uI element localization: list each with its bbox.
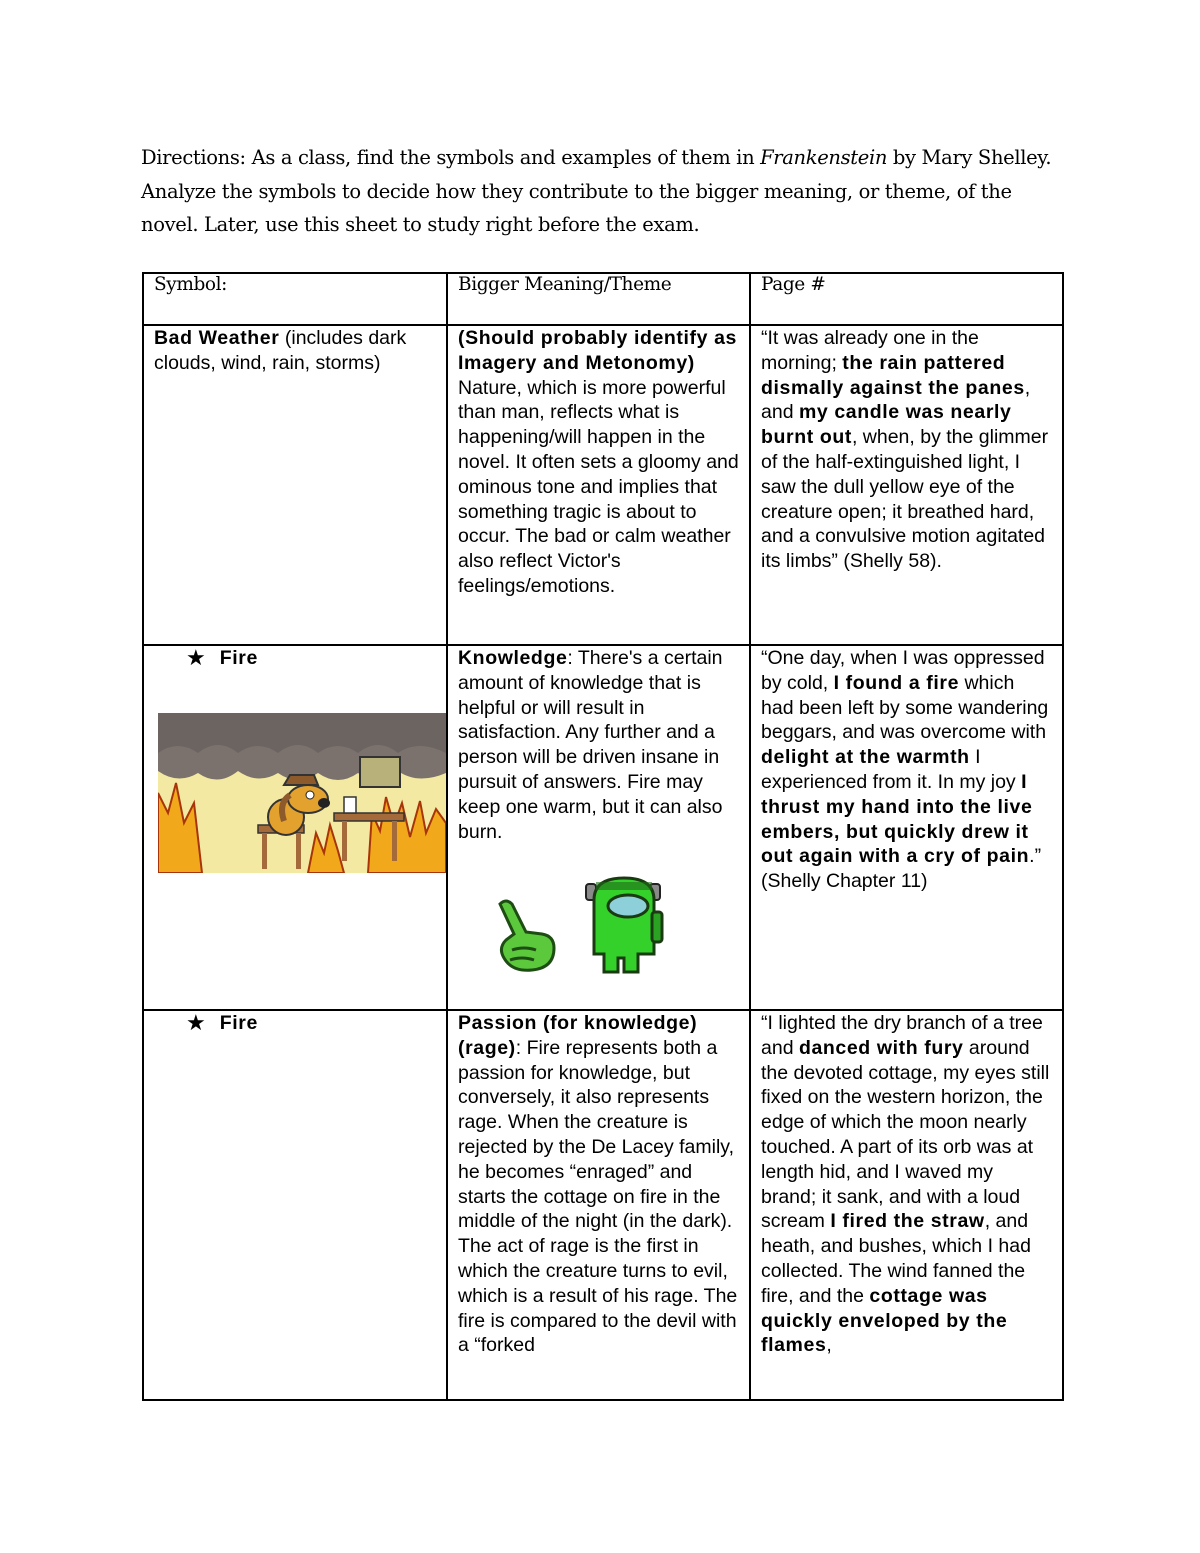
quote-run: .” (Shelly Chapter 11) [761, 845, 1042, 893]
header-meaning: Bigger Meaning/Theme [447, 273, 750, 325]
symbol-cell [143, 1010, 447, 1400]
header-symbol: Symbol: [143, 273, 447, 325]
quote-cell [750, 645, 1063, 1010]
directions-paragraph [141, 141, 1071, 242]
quote-emphasis: I fired the straw [830, 1210, 985, 1233]
star-icon: ★ [186, 1010, 206, 1036]
symbol-description: (includes dark clouds, wind, rain, storms) [154, 327, 407, 374]
sticker-group [492, 876, 739, 976]
meaning-cell [447, 325, 750, 645]
symbol-label [154, 1011, 436, 1036]
directions-text-start: Directions: As a class, find the symbols and examples of them in [141, 146, 761, 169]
star-icon: ★ [186, 645, 206, 671]
quote-run: , when, by the glimmer of the half-extinguished light, I saw the dull yellow eye of the creature open; it breathed hard, and a convulsive motion agitated its limbs” (Shelly 58). [761, 426, 1049, 573]
meaning-cell [447, 645, 750, 1010]
symbol-label [154, 646, 436, 671]
symbol-cell [143, 645, 447, 1010]
quote-emphasis: delight at the warmth [761, 746, 970, 769]
quote-run: I experienced from it. In my joy [761, 746, 1022, 793]
meaning-heading: Passion (for knowledge) (rage) [458, 1012, 698, 1059]
table-row [143, 1010, 1063, 1400]
book-title: Frankenstein [760, 146, 888, 169]
meaning-heading: (Should probably identify as Imagery and Metonomy) [458, 327, 737, 374]
quote-run: , and [761, 376, 1031, 424]
quote-run: around the devoted cottage, my eyes still fixed on the western horizon, the edge of which the moon nearly touched. A part of its orb was at length hid, and I waved my brand; it sank, and with a loud scream [761, 1036, 1050, 1233]
quote-cell [750, 325, 1063, 645]
symbol-cell [143, 325, 447, 645]
header-page: Page # [750, 273, 1063, 325]
table-row [143, 645, 1063, 1010]
quote-text [761, 647, 1048, 892]
meaning-text: : Fire represents both a passion for knowledge, but conversely, it also represents rage. When the creature is rejected by the De Lacey family, he becomes “enraged” and starts the cottage on fire in the middle of the night (in the dark). The act of rage is the first in which the creature turns to evil, which is a result of his rage. The fire is compared to the devil with a “forked [458, 1036, 738, 1357]
quote-emphasis: the rain pattered dismally against the panes [761, 351, 1025, 399]
quote-run: , and heath, and bushes, which I had collected. The wind fanned the fire, and the [761, 1210, 1031, 1307]
table-header-row [143, 273, 1063, 325]
symbols-table [142, 272, 1064, 1401]
quote-emphasis: I thrust my hand into the live embers, but quickly drew it out again with a cry of pain [761, 770, 1033, 868]
quote-text [761, 1012, 1049, 1356]
table-row [143, 325, 1063, 645]
symbol-name: Fire [219, 1012, 258, 1034]
meaning-text: Nature, which is more powerful than man, reflects what is happening/will happen in the novel. It often sets a gloomy and ominous tone and implies that something tragic is about to occur. The bad or calm weather also reflect Victor's feelings/emotions. [458, 376, 739, 597]
meaning-cell [447, 1010, 750, 1400]
meaning-heading: Knowledge [458, 647, 568, 669]
quote-cell [750, 1010, 1063, 1400]
quote-run: , [826, 1334, 832, 1357]
crewmate-frankenstein-icon [584, 876, 664, 976]
directions-text-end: by Mary Shelley. Analyze the symbols to decide how they contribute to the bigger meaning, or theme, of the novel. Later, use this sheet to study right before the exam. [141, 146, 1052, 236]
quote-emphasis: I found a fire [833, 671, 960, 694]
quote-emphasis: my candle was nearly burnt out [761, 401, 1012, 449]
quote-emphasis: cottage was quickly enveloped by the flames [761, 1284, 1008, 1357]
meaning-text: : There's a certain amount of knowledge that is helpful or will result in satisfaction. Any further and a person will be driven insane in pursuit of answers. Fire may keep one warm, but it can also burn. [458, 647, 723, 843]
quote-run: “It was already one in the morning; [761, 327, 979, 374]
symbol-name: Fire [219, 647, 258, 669]
quote-text [761, 327, 1048, 572]
this-is-fine-fire-image [158, 713, 446, 873]
pointing-hand-icon [492, 896, 562, 976]
quote-run: “One day, when I was oppressed by cold, [761, 647, 1045, 694]
symbol-name: Bad Weather [154, 327, 280, 349]
quote-emphasis: danced with fury [798, 1036, 964, 1059]
quote-run: “I lighted the dry branch of a tree and [761, 1012, 1043, 1059]
quote-run: which had been left by some wandering beggars, and was overcome with [761, 671, 1049, 744]
